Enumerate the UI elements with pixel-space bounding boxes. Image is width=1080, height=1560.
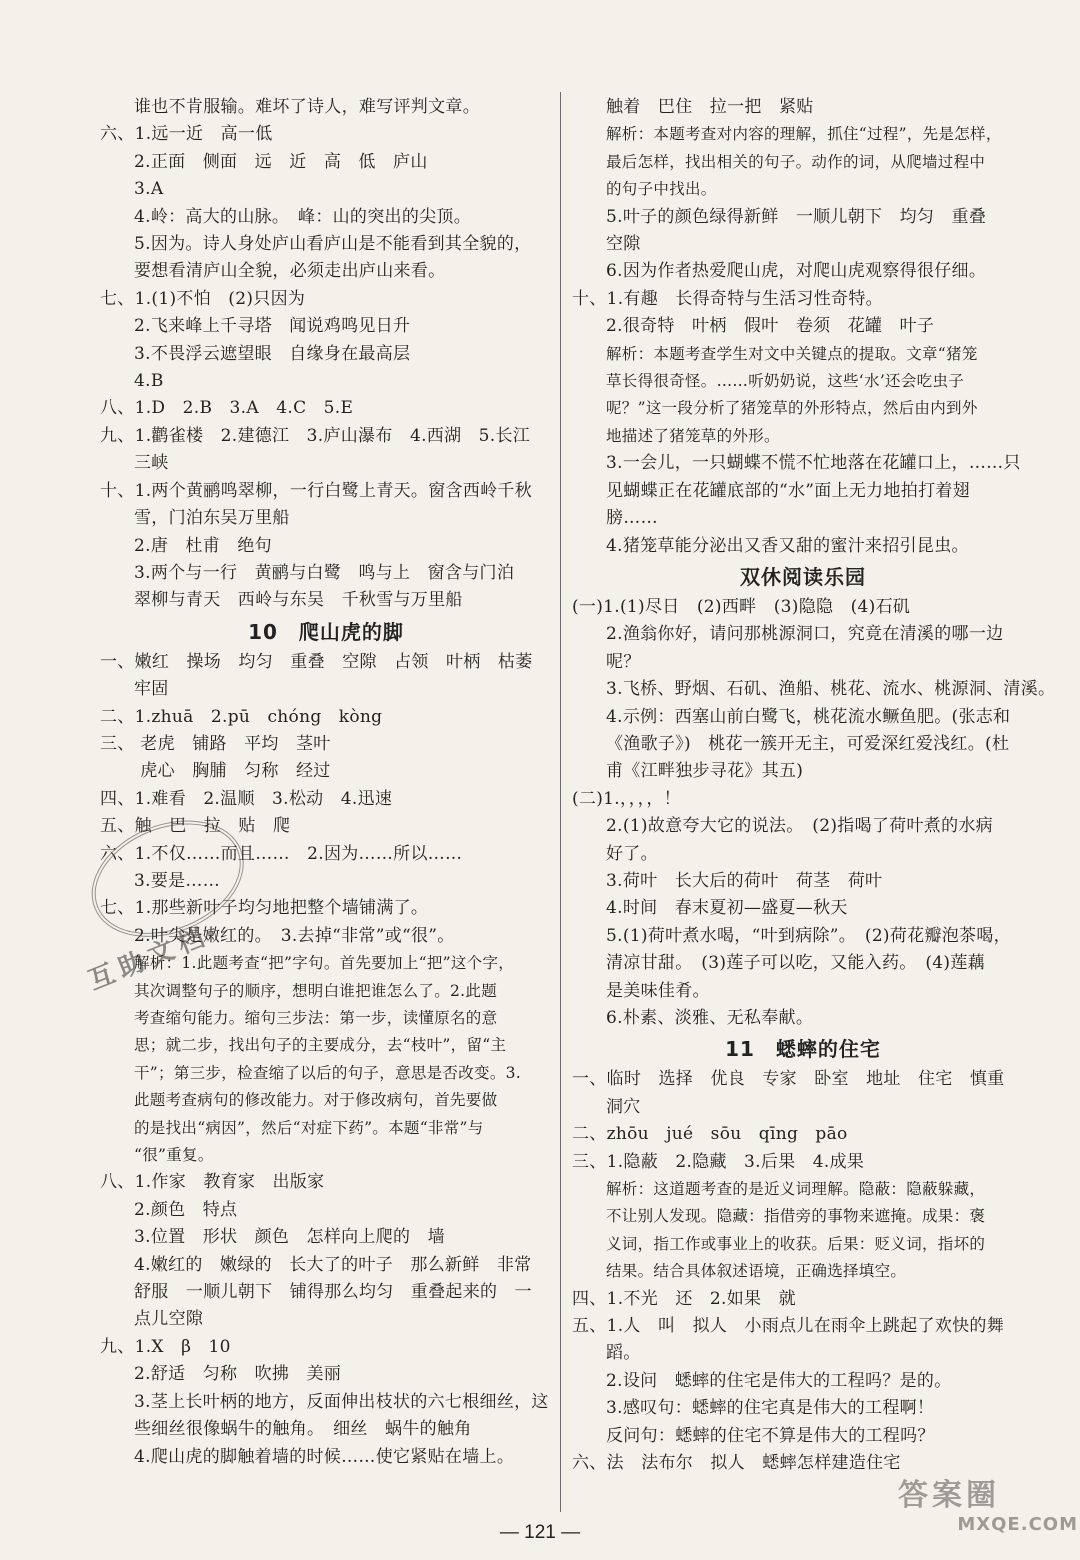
answer-line: 四、1.难看 2.温顺 3.松动 4.迅速 (100, 788, 393, 809)
answer-line: 干”；第三步，检查缩了以后的句子，意思是否改变。3. (134, 1063, 522, 1082)
answer-line: 6.因为作者热爱爬山虎，对爬山虎观察得很仔细。 (606, 261, 987, 282)
answer-line: 三、 老虎 铺路 平均 茎叶 (100, 733, 331, 754)
answer-line: “很”重复。 (134, 1146, 214, 1165)
answer-line: 3.位置 形状 颜色 怎样向上爬的 墙 (134, 1227, 445, 1248)
answer-line: 《渔歌子》) 桃花一簇开无主，可爱深红爱浅红。(杜 (606, 733, 1010, 754)
answer-line: 地描述了猪笼草的外形。 (606, 426, 780, 445)
answer-line: 思；就二步，找出句子的主要成分，去“枝叶”，留“主 (134, 1036, 507, 1055)
answer-line: 膀…… (606, 508, 658, 529)
answer-line: 要想看清庐山全貌，必须走出庐山来看。 (134, 261, 446, 282)
answer-line: 3.飞桥、野烟、石矶、渔船、桃花、流水、桃源洞、清溪。 (606, 679, 1056, 700)
answer-line: 舒服 一顺儿朝下 铺得那么均匀 重叠起来的 一 (134, 1282, 532, 1303)
right-column (572, 94, 1056, 1478)
answer-line: 3.感叹句：蟋蟀的住宅真是伟大的工程啊！ (606, 1398, 935, 1419)
answer-line: 二、1.zhuā 2.pū chóng kòng (100, 706, 383, 727)
answer-line: 八、1.作家 教育家 出版家 (100, 1172, 325, 1193)
answer-line: 虎心 胸脯 匀称 经过 (100, 761, 331, 782)
answer-line: 最后怎样，找出相关的句子。动作的词，从爬墙过程中 (606, 152, 986, 171)
answer-line: 3.荷叶 长大后的荷叶 荷茎 荷叶 (606, 870, 883, 891)
answer-line: 5.(1)荷叶煮水喝，“叶到病除”。 (2)荷花瓣泡茶喝， (606, 925, 1011, 946)
answer-line: 2.唐 杜甫 绝句 (134, 535, 272, 556)
answer-line: 十、1.有趣 长得奇特与生活习性奇特。 (572, 288, 883, 309)
page-number: — 121 — (499, 1522, 581, 1543)
answer-line: 见蝴蝶正在花罐底部的“水”面上无力地拍打着翅 (606, 480, 970, 501)
answer-line: (二)1.，，，，！ (572, 788, 681, 809)
answer-line: 二、zhōu jué sōu qīng pāo (572, 1124, 848, 1145)
answer-line: 2.渔翁你好，请问那桃源洞口，究竟在清溪的哪一边 (606, 624, 1004, 645)
answer-line: 的是找出“病因”，然后“对症下药”。本题“非常”与 (134, 1118, 484, 1137)
answer-line: (一)1.(1)尽日 (2)西畔 (3)隐隐 (4)石矶 (572, 596, 911, 617)
answer-line: 3.茎上长叶柄的地方，反面伸出枝状的六七根细丝，这 (134, 1391, 549, 1412)
answer-line: 六、1.不仅……而且…… 2.因为……所以…… (100, 843, 463, 864)
answer-line: 七、1.那些新叶子均匀地把整个墙铺满了。 (100, 898, 429, 919)
answer-line: 2.飞来峰上千寻塔 闻说鸡鸣见日升 (134, 316, 411, 337)
answer-line: 七、1.(1)不怕 (2)只因为 (100, 288, 306, 309)
answer-line: 考查缩句能力。缩句三步法：第一步，读懂原名的意 (134, 1009, 498, 1027)
answer-line: 2.颜色 特点 (134, 1199, 238, 1220)
answer-line: 雪，门泊东吴万里船 (134, 508, 290, 529)
answer-line: 2.很奇特 叶柄 假叶 卷须 花罐 叶子 (606, 316, 935, 337)
answer-line: 点儿空隙 (134, 1309, 204, 1330)
answer-line: 解析：1.此题考查“把”字句。首先要加上“把”这个字， (134, 954, 515, 973)
answer-line: 4.岭：高大的山脉。 峰：山的突出的尖顶。 (134, 206, 472, 227)
answer-line: 些细丝很像蜗牛的触角。 细丝 蜗牛的触角 (134, 1419, 472, 1440)
answer-line: 4.爬山虎的脚触着墙的时候……使它紧贴在墙上。 (134, 1446, 515, 1467)
answer-line: 九、1.X β 10 (100, 1336, 231, 1357)
answer-line: 四、1.不光 还 2.如果 就 (572, 1288, 796, 1309)
answer-line: 4.猪笼草能分泌出又香又甜的蜜汁来招引昆虫。 (606, 535, 969, 556)
answer-line: 一、临时 选择 优良 专家 卧室 地址 住宅 慎重 (572, 1069, 1005, 1090)
answer-line: 三、1.隐蔽 2.隐藏 3.后果 4.成果 (572, 1151, 865, 1172)
answer-line: 2.正面 侧面 远 近 高 低 庐山 (134, 151, 428, 172)
answer-line: 义词，指工作或事业上的收获。后果：贬义词，指坏的 (606, 1234, 986, 1253)
answer-line: 好了。 (606, 843, 658, 864)
answer-line: 2.设问 蟋蟀的住宅是伟大的工程吗？是的。 (606, 1370, 952, 1391)
answer-line: 清凉甘甜。 (3)莲子可以吃，又能入药。 (4)莲藕 (606, 953, 985, 974)
answer-line: 3.A (134, 179, 164, 200)
stamp-logo: 互助文档 (29, 771, 306, 1015)
answer-line: 3.两个与一行 黄鹂与白鹭 鸣与上 窗含与门泊 (134, 562, 515, 583)
answer-line: 十、1.两个黄鹂鸣翠柳，一行白鹭上青天。窗含西岭千秋 (100, 480, 533, 501)
answer-line: 解析：这道题考查的是近义词理解。隐蔽：隐蔽躲藏， (606, 1180, 986, 1199)
answer-line: 空隙 (606, 234, 641, 255)
answer-line: 九、1.鹳雀楼 2.建德江 3.庐山瀑布 4.西湖 5.长江 (100, 425, 531, 446)
section-title: 11 蟋蟀的住宅 (725, 1037, 881, 1062)
answer-line: 洞穴 (606, 1096, 641, 1117)
answer-line: 不让别人发现。隐藏：指借旁的事物来遮掩。成果：褒 (606, 1207, 986, 1226)
answer-line: 4.嫩红的 嫩绿的 长大了的叶子 那么新鲜 非常 (134, 1254, 532, 1275)
answer-line: 解析：本题考查对内容的理解，抓住“过程”，先是怎样， (606, 125, 1002, 144)
answer-line: 5.因为。诗人身处庐山看庐山是不能看到其全貌的， (134, 234, 532, 255)
answer-line: 此题考查病句的修改能力。对于修改病句，首先要做 (134, 1091, 498, 1110)
watermark-logo: 答案圈 MXQE.COM (898, 1478, 1078, 1535)
answer-line: 甫《江畔独步寻花》其五) (606, 761, 804, 782)
answer-line: 解析：本题考查学生对文中关键点的提取。文章“猪笼 (606, 344, 978, 363)
answer-line: 3.不畏浮云遮望眼 自缘身在最高层 (134, 343, 411, 364)
answer-line: 6.朴素、淡雅、无私奉献。 (606, 1008, 814, 1028)
answer-line: 4.B (134, 371, 164, 392)
answer-line: 蹈。 (606, 1343, 641, 1364)
column-divider (560, 92, 561, 1512)
answer-line: 牢固 (134, 679, 169, 700)
answer-line: 反问句：蟋蟀的住宅不算是伟大的工程吗？ (606, 1425, 935, 1446)
answer-line: 一、嫩红 操场 均匀 重叠 空隙 占领 叶柄 枯萎 (100, 651, 533, 672)
answer-line: 的句子中找出。 (606, 180, 717, 199)
answer-line: 结果。结合具体叙述语境，正确选择填空。 (606, 1262, 907, 1281)
answer-line: 3.一会儿，一只蝴蝶不慌不忙地落在花罐口上，……只 (606, 453, 1021, 474)
answer-line: 2.叶尖是嫩红的。 3.去掉“非常”或“很”。 (134, 925, 455, 946)
answer-line: 其次调整句子的顺序，想明白谁把谁怎么了。2.此题 (134, 981, 497, 1000)
section-title: 10 爬山虎的脚 (248, 619, 404, 644)
answer-line: 三峡 (134, 453, 169, 474)
answer-line: 2.舒适 匀称 吹拂 美丽 (134, 1364, 342, 1385)
answer-line: 5.叶子的颜色绿得新鲜 一顺儿朝下 均匀 重叠 (606, 206, 987, 227)
answer-line: 呢？”这一段分析了猪笼草的外形特点，然后由内到外 (606, 399, 978, 418)
answer-line: 八、1.D 2.B 3.A 4.C 5.E (100, 398, 354, 419)
answer-line: 2.(1)故意夸大它的说法。 (2)指喝了荷叶煮的水病 (606, 816, 993, 837)
answer-line: 五、1.人 叫 拟人 小雨点儿在雨伞上跳起了欢快的舞 (572, 1316, 1005, 1337)
answer-line: 草长得很奇怪。……听奶奶说，这些‘水’还会吃虫子 (606, 372, 965, 391)
left-column (100, 94, 552, 1471)
answer-line: 触着 巴住 拉一把 紧贴 (606, 97, 814, 117)
answer-line: 呢？ (606, 651, 641, 672)
answer-line: 六、法 法布尔 拟人 蟋蟀怎样建造住宅 (572, 1453, 901, 1474)
answer-line: 翠柳与青天 西岭与东吴 千秋雪与万里船 (134, 590, 463, 611)
answer-line: 五、触 巴 拉 贴 爬 (100, 816, 291, 837)
answer-line: 4.时间 春末夏初—盛夏—秋天 (606, 898, 848, 919)
section-title: 双休阅读乐园 (740, 564, 866, 589)
answer-line: 是美味佳肴。 (606, 980, 710, 1001)
answer-line: 4.示例：西塞山前白鹭飞，桃花流水鳜鱼肥。(张志和 (606, 706, 1011, 727)
answer-line: 3.要是…… (134, 870, 221, 891)
answer-line: 六、1.远一近 高一低 (100, 124, 273, 145)
answer-line: 谁也不肯服输。难坏了诗人，难写评判文章。 (134, 97, 480, 117)
